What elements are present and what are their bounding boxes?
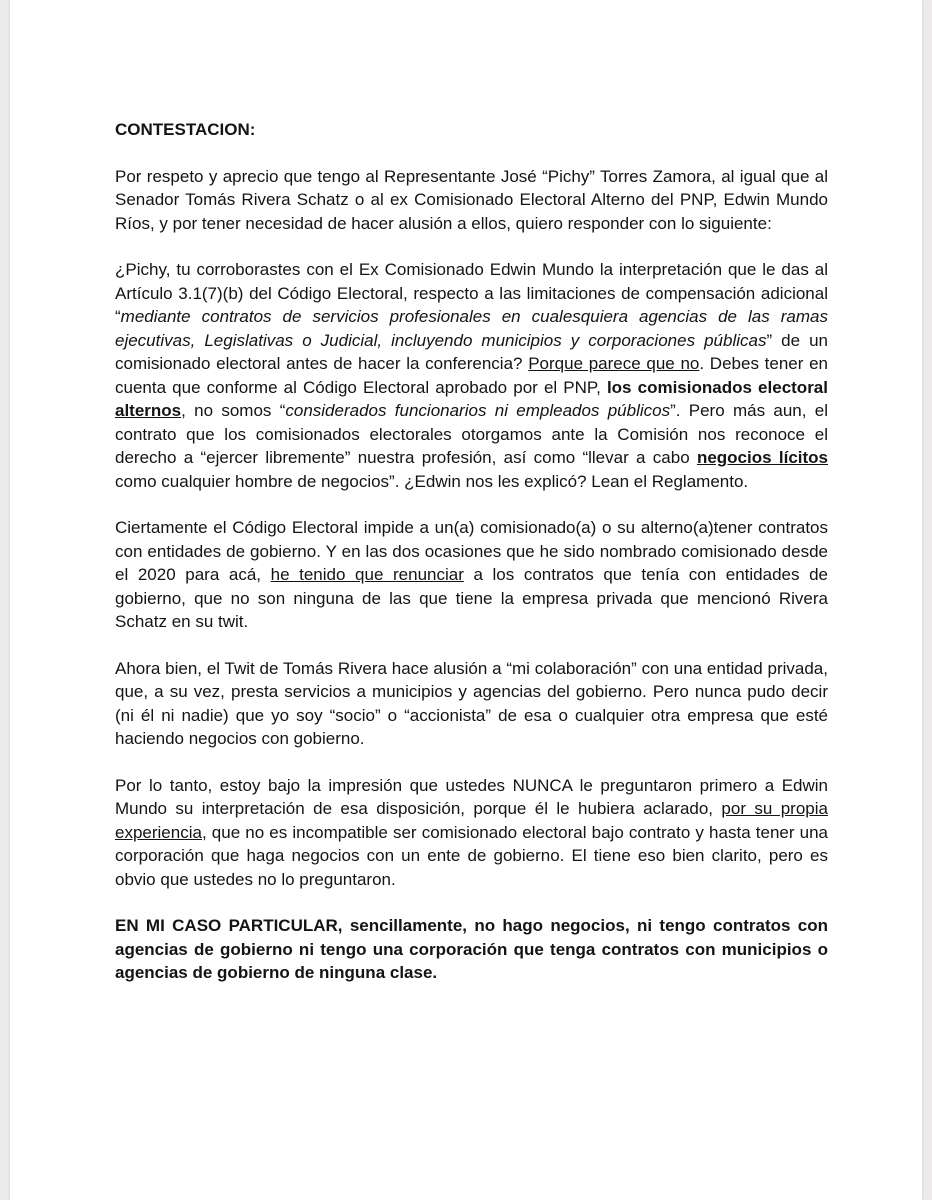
- p5-text-a: Por lo tanto, estoy bajo la impresión que ustedes NUNCA le preguntaron primero a Edwin Mundo su interpretación de esa disposición, porque él le hubiera aclarado,: [115, 775, 828, 818]
- p2-text-j: ”. Pero más aun, el contrato que los comisionados electorales otorgamos ante la Comisión nos reconoce el derecho a “ejercer libremente” nuestra profesión, así como “llevar a cabo: [115, 401, 828, 467]
- p3-text-c: a los contratos que tenía con entidades de gobierno, que no son ninguna de las que tiene la empresa privada que mencionó Rivera Schatz en su twit.: [115, 565, 828, 631]
- p5-underlined-phrase: por su propia experiencia: [115, 799, 828, 842]
- p2-text-h: , no somos “: [181, 401, 286, 420]
- p2-quote-italic: mediante contratos de servicios profesionales en cualesquiera agencias de las ramas ejecutivas, Legislativas o Judicial, incluyendo municipios y corporaciones públicas: [115, 307, 828, 350]
- paragraph-pichy: [115, 258, 828, 493]
- p2-text-e: . Debes tener en cuenta que conforme al Código Electoral aprobado por el PNP,: [115, 354, 828, 397]
- p2-text-a: ¿Pichy, tu corroborastes con el Ex Comisionado Edwin Mundo la interpretación que le das al Artículo 3.1(7)(b) del Código Electoral, respecto a las limitaciones de compensación adicional “: [115, 260, 828, 326]
- paragraph-conclusion: [115, 774, 828, 892]
- p2-bold-underlined-negocios: negocios lícitos: [696, 448, 828, 467]
- p2-text-c: ” de un comisionado electoral antes de hacer la conferencia?: [115, 330, 828, 373]
- p5-text-c: , que no es incompatible ser comisionado electoral bajo contrato y hasta tener una corporación que haga negocios con un ente de gobierno. El tiene eso bien clarito, pero es obvio que ustedes no lo preguntaron.: [115, 822, 828, 889]
- p2-italic-funcionarios: considerados funcionarios ni empleados públicos: [285, 401, 671, 420]
- document-title: CONTESTACION:: [115, 120, 256, 139]
- document-page: [10, 0, 922, 1200]
- paragraph-final-bold: EN MI CASO PARTICULAR, sencillamente, no hago negocios, ni tengo contratos con agencias de gobierno ni tengo una corporación que tenga contratos con municipios o agencias de gobierno de ninguna clase.: [115, 916, 828, 982]
- paragraph-twit: Ahora bien, el Twit de Tomás Rivera hace alusión a “mi colaboración” con una entidad privada, que, a su vez, presta servicios a municipios y agencias del gobierno. Pero nunca pudo decir (ni él ni nadie) que yo soy “socio” o “accionista” de esa o cualquier otra empresa que esté haciendo negocios con gobierno.: [115, 658, 828, 748]
- p2-bold-phrase: los comisionados electoral: [606, 377, 828, 397]
- p3-underlined-phrase: he tenido que renunciar: [270, 565, 464, 584]
- paragraph-codigo: [115, 516, 828, 634]
- p3-text-a: Ciertamente el Código Electoral impide a un(a) comisionado(a) o su alterno(a)tener contratos con entidades de gobierno. Y en las dos ocasiones que he sido nombrado comisionado desde el 2020 para acá,: [115, 518, 828, 584]
- paragraph-intro: Por respeto y aprecio que tengo al Representante José “Pichy” Torres Zamora, al igual que al Senador Tomás Rivera Schatz o al ex Comisionado Electoral Alterno del PNP, Edwin Mundo Ríos, y por tener necesidad de hacer alusión a ellos, quiero responder con lo siguiente:: [115, 166, 828, 233]
- p2-text-l: como cualquier hombre de negocios”. ¿Edwin nos les explicó? Lean el Reglamento.: [115, 471, 749, 491]
- document-body: [115, 118, 828, 1008]
- p2-bold-underlined-alternos: alternos: [115, 401, 182, 420]
- p2-underlined-phrase: Porque parece que no: [528, 354, 700, 373]
